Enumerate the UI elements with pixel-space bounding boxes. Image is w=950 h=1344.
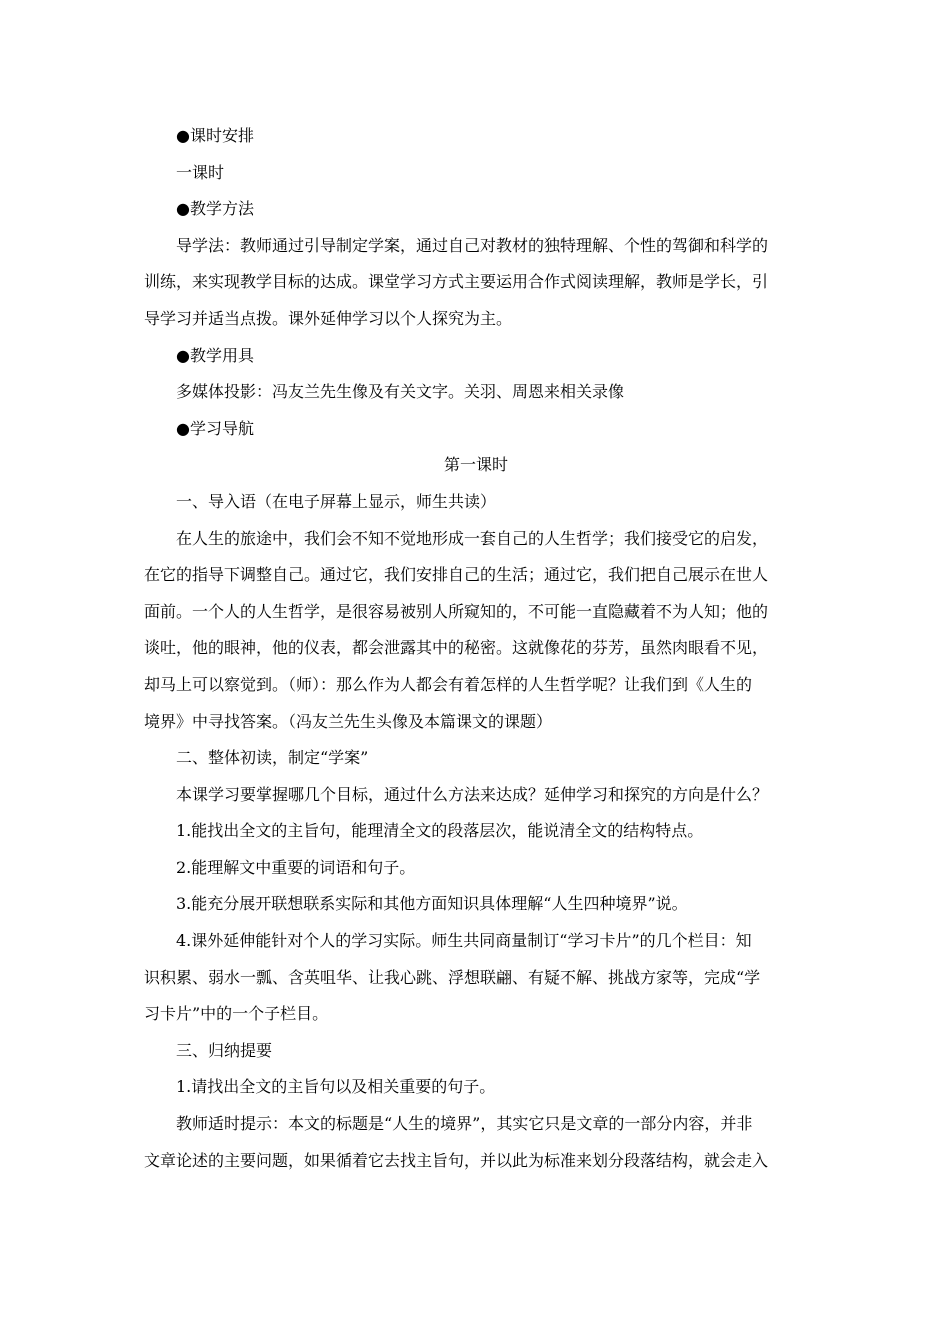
section-heading: 三、归纳提要 <box>176 1040 273 1060</box>
paragraph-line: 导学法：教师通过引导制定学案，通过自己对教材的独特理解、个性的驾御和科学的 <box>176 235 769 255</box>
bullet-icon <box>176 199 190 218</box>
paragraph-line: 教师适时提示：本文的标题是“人生的境界”，其实它只是文章的一部分内容，并非 <box>176 1114 753 1134</box>
paragraph-line: 在人生的旅途中，我们会不知不觉地形成一套自己的人生哲学；我们接受它的启发， <box>176 528 769 548</box>
heading-schedule: ● 课时安排 <box>144 118 808 155</box>
section-heading: 二、整体初读，制定“学案” <box>176 748 369 768</box>
paragraph-line: 训练，来实现教学目标的达成。课堂学习方式主要运用合作式阅读理解，教师是学长，引 <box>144 272 769 292</box>
document-body <box>144 118 808 1179</box>
paragraph-line: 在它的指导下调整自己。通过它，我们安排自己的生活；通过它，我们把自己展示在世人 <box>144 565 769 585</box>
paragraph-line: 识积累、弱水一瓢、含英咀华、让我心跳、浮想联翩、有疑不解、挑战方家等，完成“学 <box>144 967 761 987</box>
paragraph-line: 一课时 <box>176 162 225 182</box>
list-item: 1.能找出全文的主旨句，能理清全文的段落层次，能说清全文的结构特点。 <box>176 821 704 841</box>
paragraph-line: 文章论述的主要问题，如果循着它去找主旨句，并以此为标准来划分段落结构，就会走入 <box>144 1150 769 1170</box>
paragraph-line: 多媒体投影：冯友兰先生像及有关文字。关羽、周恩来相关录像 <box>176 382 625 402</box>
list-item: 1.请找出全文的主旨句以及相关重要的句子。 <box>176 1077 496 1097</box>
bullet-icon <box>176 126 190 145</box>
bullet-icon <box>176 419 190 438</box>
bullet-icon <box>176 346 190 365</box>
list-item: 4.课外延伸能针对个人的学习实际。师生共同商量制订“学习卡片”的几个栏目：知 <box>176 931 752 951</box>
paragraph-line: 却马上可以察觉到。（师）：那么作为人都会有着怎样的人生哲学呢？让我们到《人生的 <box>144 674 753 694</box>
paragraph-line: 习卡片”中的一个子栏目。 <box>144 1004 329 1024</box>
section-heading: 一、导入语（在电子屏幕上显示，师生共读） <box>176 491 497 511</box>
heading-tools: ● 教学用具 <box>144 338 808 375</box>
heading-navigation: ● 学习导航 <box>144 411 808 448</box>
paragraph-line: 本课学习要掌握哪几个目标，通过什么方法来达成？延伸学习和探究的方向是什么？ <box>176 784 769 804</box>
lesson-title: 第一课时 <box>443 455 508 475</box>
paragraph-line: 境界》中寻找答案。（冯友兰先生头像及本篇课文的课题） <box>144 711 553 731</box>
list-item: 2.能理解文中重要的词语和句子。 <box>176 857 416 877</box>
paragraph-line: 导学习并适当点拨。课外延伸学习以个人探究为主。 <box>144 308 513 328</box>
paragraph-line: 谈吐，他的眼神，他的仪表，都会泄露其中的秘密。这就像花的芬芳，虽然肉眼看不见， <box>144 638 769 658</box>
heading-method: ● 教学方法 <box>144 191 808 228</box>
paragraph-line: 面前。一个人的人生哲学，是很容易被别人所窥知的，不可能一直隐藏着不为人知；他的 <box>144 601 769 621</box>
list-item: 3.能充分展开联想联系实际和其他方面知识具体理解“人生四种境界”说。 <box>176 894 688 914</box>
